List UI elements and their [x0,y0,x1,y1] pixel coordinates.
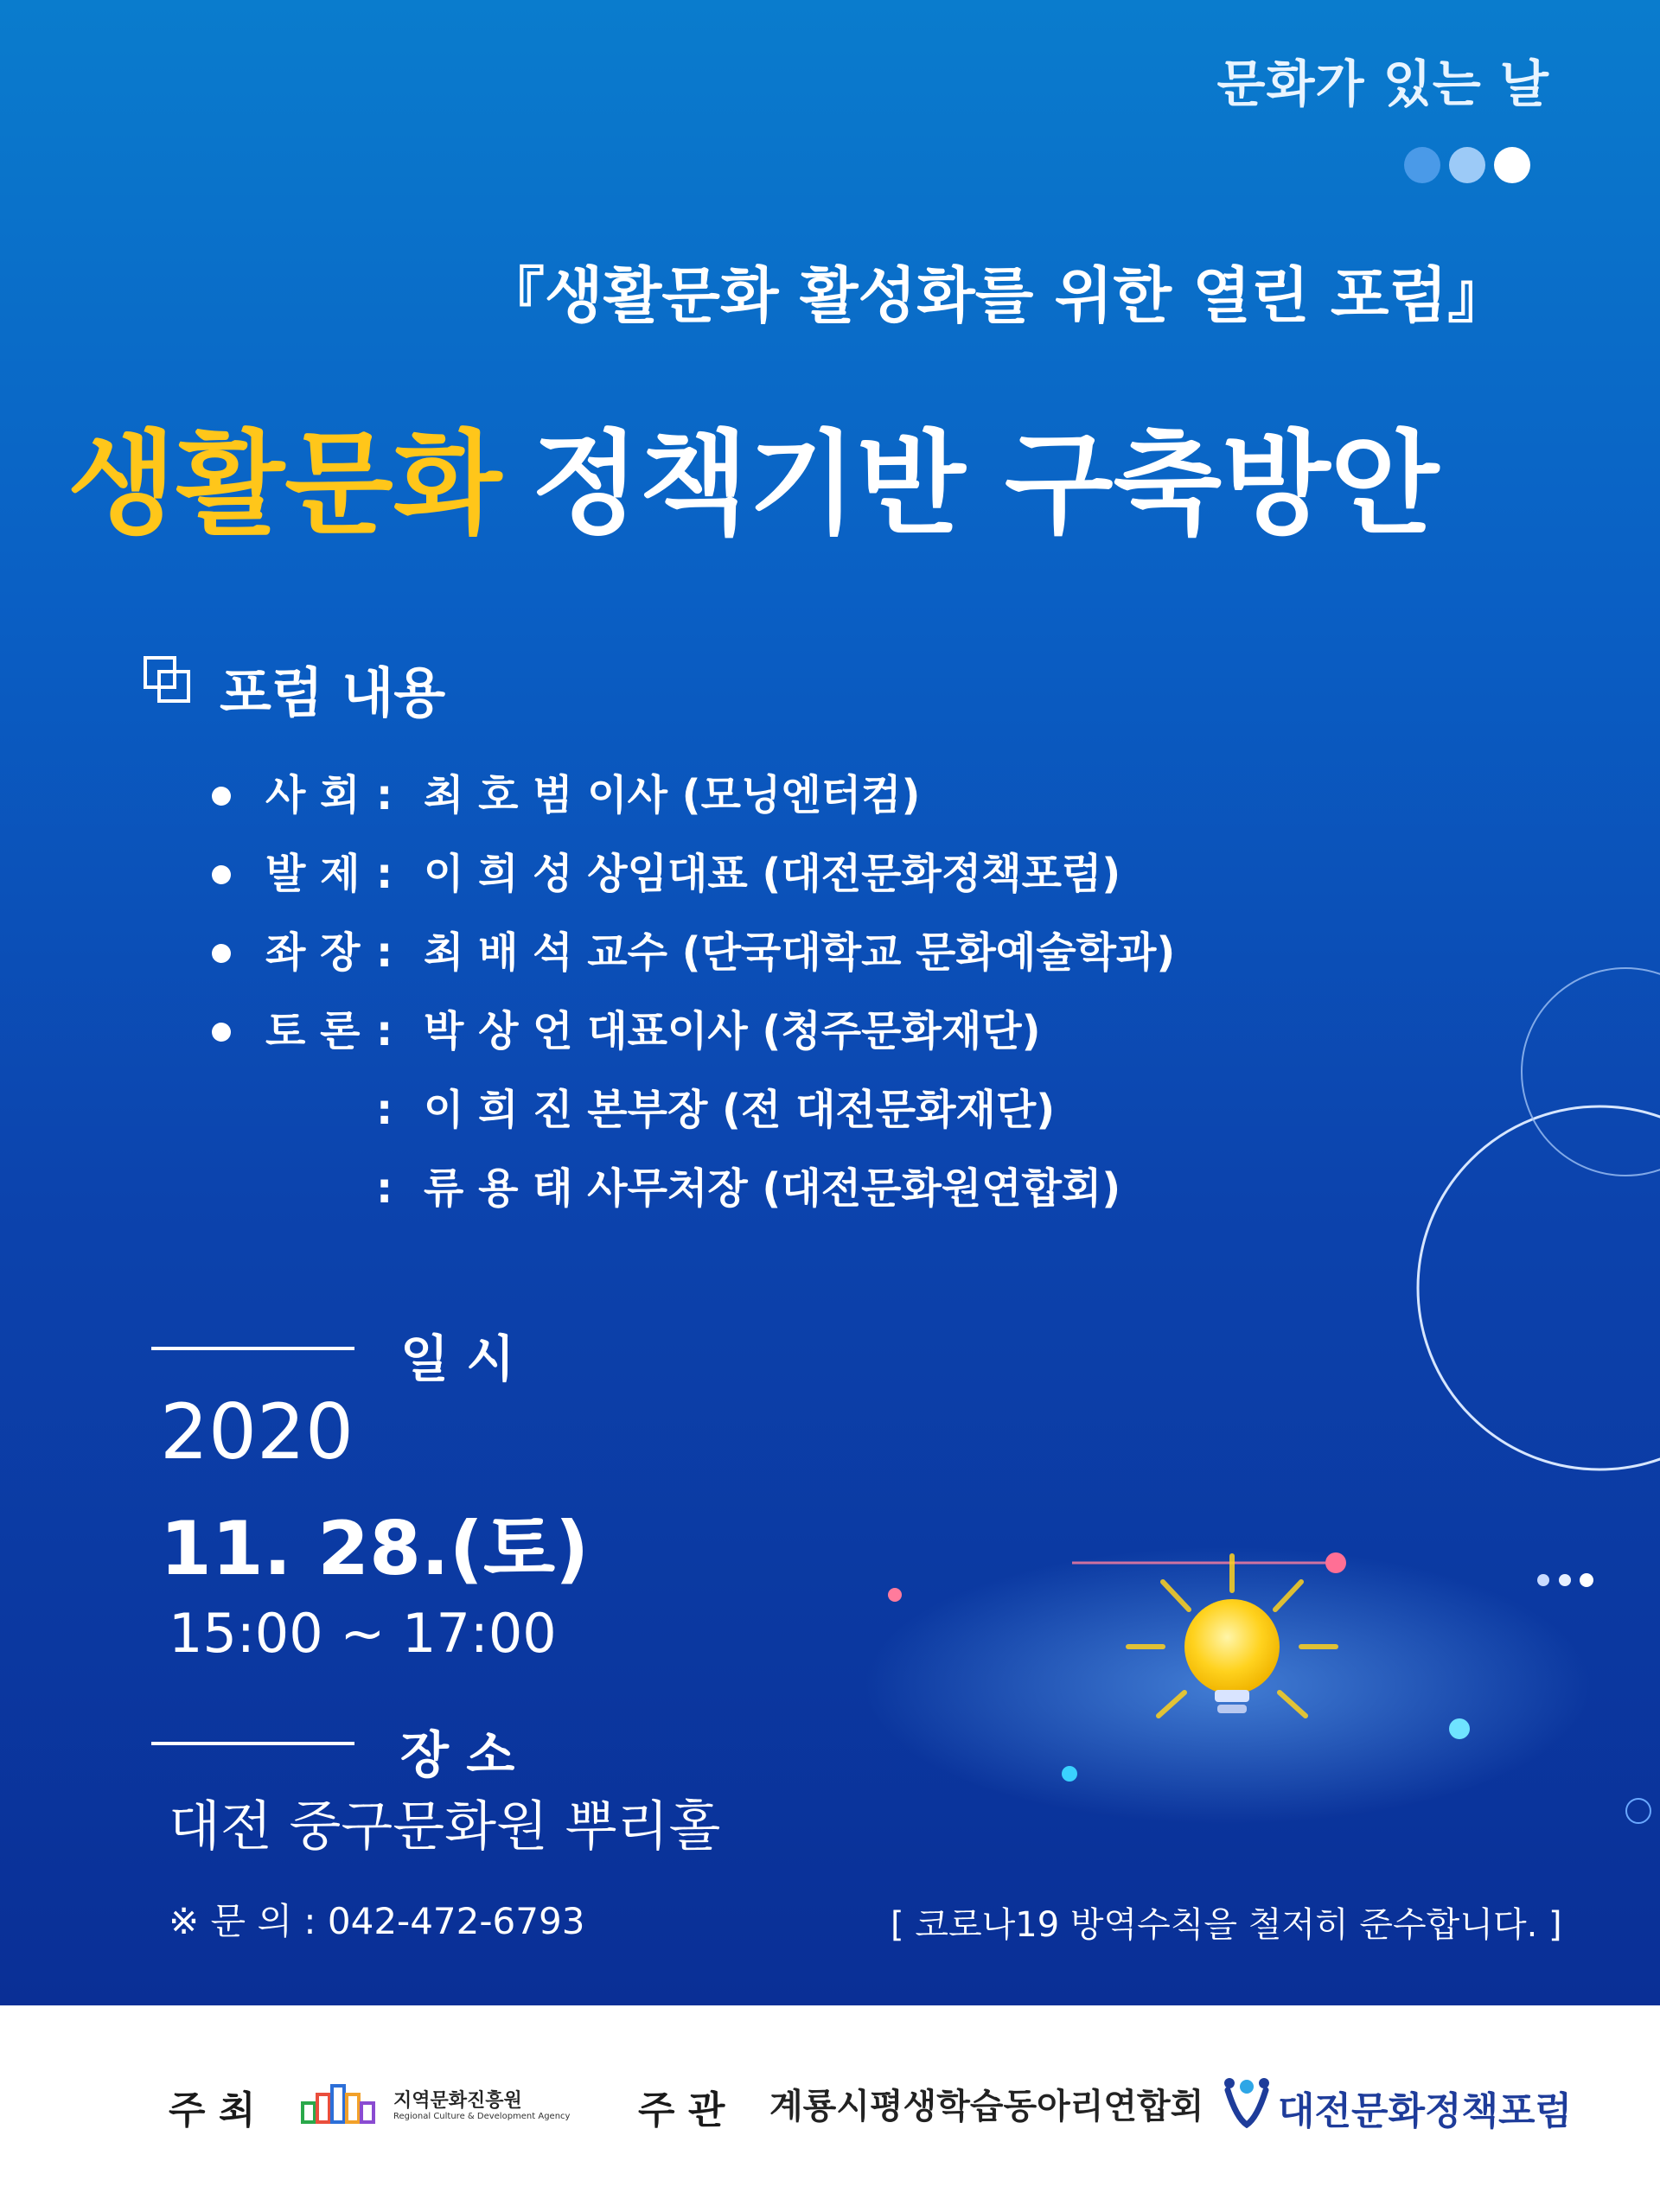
organizer-label: 주 관 [638,2088,725,2132]
dot-3 [1494,147,1530,183]
agency-logo-icon [298,2079,385,2131]
forum-logo-icon [1221,2075,1273,2128]
bullet [212,787,231,806]
organizer-1: 계룡시평생학습동아리연합회 [769,2087,1204,2126]
dot-2 [1449,147,1485,183]
title-rest: 정책기반 구축방안 [531,418,1440,550]
decor-circle-small [1522,968,1660,1176]
colon: : [376,771,393,819]
person: 박 상 언 대표이사 (청주문화재단) [424,1007,1041,1055]
square-outline-icon [143,655,191,704]
bullet [212,865,231,884]
colon: : [376,1086,393,1134]
bullet [212,1023,231,1042]
venue: 대전 중구문화원 뿌리홀 [169,1794,721,1858]
divider-place [151,1742,354,1745]
lightbulb-icon [1124,1547,1340,1763]
section-heading: 포럼 내용 [220,661,446,724]
person: 류 용 태 사무처장 (대전문화원연합회) [424,1164,1121,1213]
colon: : [376,1007,393,1055]
dot-1 [1404,147,1440,183]
role-label: 좌 장 [265,928,361,977]
page-title [67,394,1439,556]
host-label: 주 최 [169,2088,256,2132]
organizer-2: 대전문화정책포럼 [1278,2089,1573,2133]
contact-info: ※ 문 의 : 042-472-6793 [169,1900,585,1942]
host-agency-en: Regional Culture & Development Agency [393,2112,571,2121]
culture-day-logo: 문화가 있는 날 [1216,54,1549,113]
colon: : [376,850,393,898]
divider-schedule [151,1347,354,1350]
colon: : [376,1164,393,1213]
event-year: 2020 [160,1387,354,1476]
host-agency: 지역문화진흥원 [393,2090,522,2112]
bullet [212,944,231,963]
role-label: 발 제 [265,850,361,898]
decor-circle-large [1418,1106,1660,1469]
person: 이 희 성 상임대표 (대전문화정책포럼) [424,850,1121,898]
schedule-label: 일 시 [400,1329,515,1388]
event-date: 11. 28.(토) [160,1506,590,1592]
forum-subtitle: 『생활문화 활성화를 위한 열린 포럼』 [484,260,1509,331]
person: 최 호 범 이사 (모닝엔터컴) [424,771,921,819]
title-highlight: 생활문화 [67,418,502,550]
footer [0,2005,1660,2212]
place-label: 장 소 [400,1725,515,1784]
role-label: 토 론 [265,1007,361,1055]
event-time: 15:00 ~ 17:00 [169,1602,557,1665]
role-label: 사 회 [265,771,361,819]
person: 최 배 석 교수 (단국대학교 문화예술학과) [424,928,1176,977]
covid-notice: [ 코로나19 방역수칙을 철저히 준수합니다. ] [891,1905,1562,1945]
person: 이 희 진 본부장 (전 대전문화재단) [424,1086,1056,1134]
colon: : [376,928,393,977]
logo-dots [1404,147,1530,183]
